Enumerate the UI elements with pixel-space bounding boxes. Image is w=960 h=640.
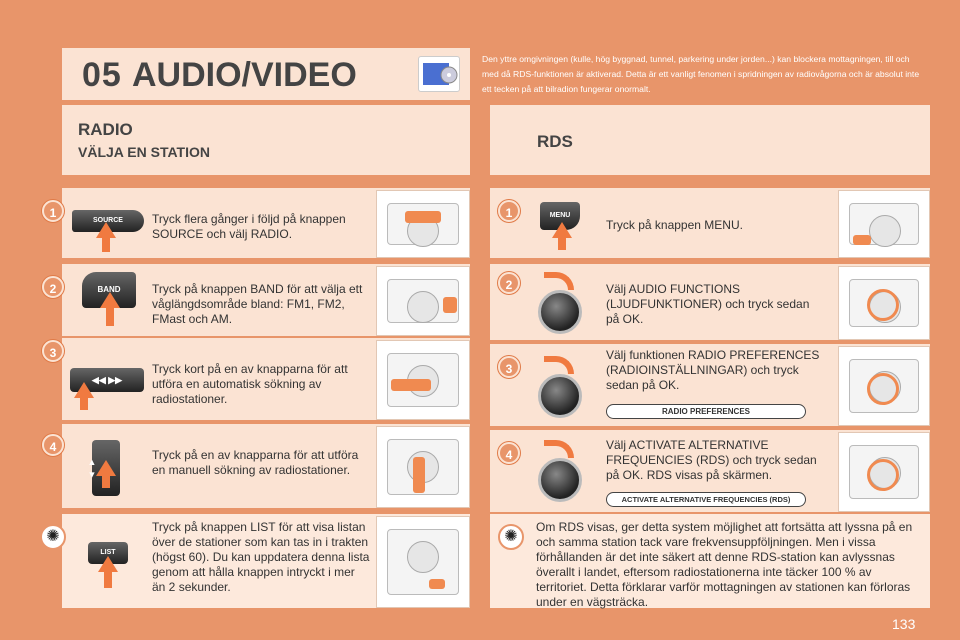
- ok-knob-icon: [538, 290, 582, 334]
- step-text: Välj funktionen RADIO PREFERENCES (RADIOINSTÄLLNINGAR) och tryck sedan på OK.: [606, 348, 820, 392]
- band-button-icon: BAND: [82, 272, 136, 308]
- intro-text: Den yttre omgivningen (kulle, hög byggnad, tunnel, parkering under jorden...) kan blockera mottagningen, till och med då RDS-funktionen är aktiverad. Detta är ett vanligt fenomen i spridningen av radiovågorna och är absolut inte ett tecken på att bilradion fungerar onormalt.: [482, 54, 920, 94]
- step-text: Tryck kort på en av knapparna för att utföra en automatisk sökning av radiostationer.: [152, 362, 348, 406]
- radio-panel-thumb: [376, 426, 470, 508]
- step-number: 4: [498, 442, 520, 464]
- radio-panel-thumb: [376, 516, 470, 608]
- radio-panel-thumb: [376, 266, 470, 336]
- cd-icon: [418, 56, 460, 92]
- radio-section-title: RADIO: [78, 120, 133, 139]
- chapter-title: AUDIO/VIDEO: [132, 56, 357, 94]
- page-number: 133: [892, 616, 916, 632]
- lightbulb-icon: ✺: [40, 524, 66, 550]
- step-text: Välj ACTIVATE ALTERNATIVE FREQUENCIES (RDS) och tryck sedan på OK. RDS visas på skärmen.: [606, 438, 817, 482]
- radio-panel-thumb: [838, 346, 930, 426]
- source-button-icon: SOURCE: [72, 210, 144, 232]
- radio-section-header: [62, 105, 470, 175]
- step-text: Välj AUDIO FUNCTIONS (LJUDFUNKTIONER) och tryck sedan på OK.: [606, 282, 810, 326]
- list-button-icon: LIST: [88, 542, 128, 564]
- tune-buttons-icon: ▲ ▼: [92, 440, 120, 496]
- radio-panel-thumb: [376, 340, 470, 420]
- step-text: Tryck på knappen BAND för att välja ett våglängdsområde bland: FM1, FM2, FMast och AM.: [152, 282, 363, 326]
- ok-knob-icon: [538, 458, 582, 502]
- radio-subsection-title: VÄLJA EN STATION: [78, 144, 210, 160]
- step-text: Tryck på knappen MENU.: [606, 218, 743, 232]
- step-text: Tryck på en av knapparna för att utföra en manuell sökning av radiostationer.: [152, 448, 359, 477]
- activate-af-label: ACTIVATE ALTERNATIVE FREQUENCIES (RDS): [606, 492, 806, 507]
- step-number: 3: [498, 356, 520, 378]
- step-number: 4: [42, 434, 64, 456]
- step-number: 1: [42, 200, 64, 222]
- step-text: Tryck flera gånger i följd på knappen SOURCE och välj RADIO.: [152, 212, 346, 241]
- step-number: 1: [498, 200, 520, 222]
- tip-text: Tryck på knappen LIST för att visa listan över de stationer som kan tas in i trakten (högst 60). Du kan uppdatera denna lista genom att hålla knappen intryckt i mer än 2 sekunder.: [152, 520, 370, 594]
- radio-panel-thumb: [376, 190, 470, 258]
- radio-preferences-label: RADIO PREFERENCES: [606, 404, 806, 419]
- lightbulb-icon: ✺: [498, 524, 524, 550]
- radio-panel-thumb: [838, 432, 930, 512]
- step-number: 2: [42, 276, 64, 298]
- radio-panel-thumb: [838, 266, 930, 340]
- chapter-number: 05: [82, 56, 122, 94]
- seek-buttons-icon: ◀◀ ▶▶: [70, 368, 144, 392]
- rds-section-title: RDS: [537, 132, 573, 151]
- menu-button-icon: MENU: [540, 202, 580, 230]
- tip-text: Om RDS visas, ger detta system möjlighet att fortsätta att lyssna på en och samma station tack vare frekvensuppföljningen. Men i vissa förhållanden är det inte säkert att denne RDS-station kan avlyssnas överallt i landet, eftersom radiostationerna inte täcker 100 % av territoriet. Detta förklarar varför mottagningen av stationen kan förloras under en vägsträcka.: [536, 520, 913, 609]
- step-number: 2: [498, 272, 520, 294]
- step-number: 3: [42, 340, 64, 362]
- radio-panel-thumb: [838, 190, 930, 258]
- ok-knob-icon: [538, 374, 582, 418]
